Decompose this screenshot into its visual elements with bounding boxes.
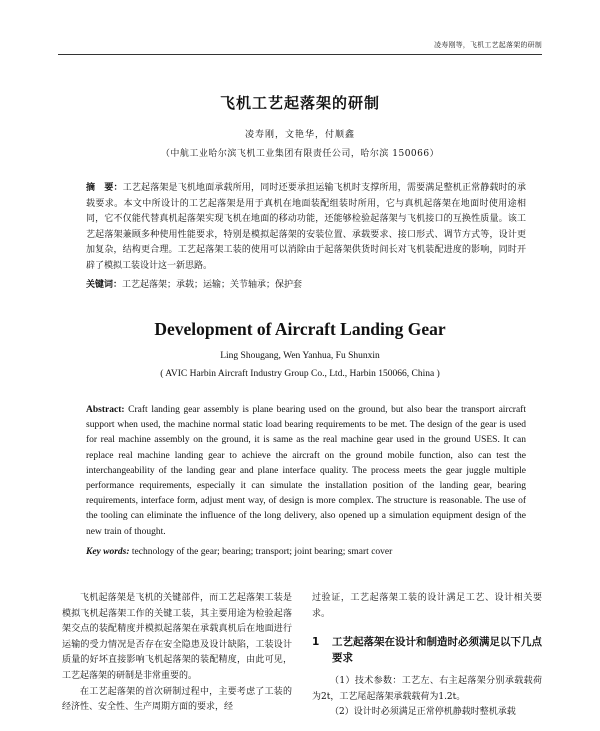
header-rule <box>58 54 542 55</box>
section-number: 1 <box>312 636 320 649</box>
english-abstract <box>86 403 526 540</box>
section-heading <box>312 634 542 666</box>
chinese-keywords-label: 关键词： <box>86 280 123 290</box>
section-title: 工艺起落架在设计和制造时必须满足以下几点要求 <box>332 636 542 665</box>
english-abstract-label: Abstract: <box>86 405 125 415</box>
body-paragraph-continued: 过验证，工艺起落架工装的设计满足工艺、设计相关要求。 <box>312 593 542 619</box>
chinese-keywords <box>86 278 526 293</box>
body-paragraph: （2）设计时必须满足正常停机静载时整机承载 <box>330 707 516 718</box>
chinese-title: 飞机工艺起落架的研制 <box>219 94 380 112</box>
english-abstract-text: Craft landing gear assembly is plane bearing used on the ground, but also bear the transport aircraft support when used, the machine normal static load bearing requirements to be met. The design of the gear is used for real machine assembly on the ground, it is same as the real machine gear used in the ground USES. It can replace real machine landing gear to achieve the aircraft on the ground mobile function, also can test the interchangeability of the landing gear and plane interface quality. The process meets the gear juggle multiple performance requirements, especially it can simulate the installation position of the landing gear, bearing requirements, interface form, adjust ment way, of design is more complex. The structure is reasonable. The use of the tooling can eliminate the influence of the long delivery, also opened up a simulation equipment design of the new train of thought. <box>86 405 526 537</box>
english-title: Development of Aircraft Landing Gear <box>154 319 446 339</box>
english-keywords-text: technology of the gear; bearing; transport; joint bearing; smart cover <box>129 547 393 557</box>
chinese-abstract-label: 摘 要： <box>86 183 123 193</box>
body-paragraph: 飞机起落架是飞机的关键部件，而工艺起落架工装是模拟飞机起落架工作的关键工装，其主要用途为检验起落架交点的装配精度并模拟起落架在承载真机后在地面进行运输的受力情况是否存在安全隐患及设计缺陷，工装设计质量的好坏直接影响飞机起落架的装配精度，由此可见，工艺起落架的研制是非常重要的。 <box>62 593 292 681</box>
body-left-column <box>62 591 292 716</box>
body-paragraph: 在工艺起落架的首次研制过程中，主要考虑了工装的经济性、安全性、生产周期方面的要求，经 <box>62 686 292 713</box>
chinese-authors: 凌寿刚，文艳华，付顺鑫 <box>244 130 355 140</box>
english-keywords-label: Key words: <box>86 547 130 557</box>
chinese-abstract-text: 工艺起落架是飞机地面承载所用，同时还要承担运输飞机时支撑所用，需要满足整机正常静载时的承载要求。本文中所设计的工艺起落架是用于真机在地面装配组装时所用，它与真机起落架在地面时使用途相同，它不仅能代替真机起落架实现飞机在地面的移动功能，还能够检验起落架与飞机接口的互换性质量。该工艺起落架兼顾多种使用性能要求，特别是模拟起落架的安装位置、承载要求、接口形式、调节方式等，设计更加复杂，结构更合理。工艺起落架工装的使用可以消除由于起落架供货时间长对飞机装配进度的影响，同时开辟了模拟工装设计这一新思路。 <box>86 183 526 271</box>
chinese-affiliation: （中航工业哈尔滨飞机工业集团有限责任公司，哈尔滨 150066） <box>160 149 440 159</box>
running-head: 凌寿刚等，飞机工艺起落架的研制 <box>434 41 542 49</box>
english-affiliation: ( AVIC Harbin Aircraft Industry Group Co., Ltd., Harbin 150066, China ) <box>160 369 440 379</box>
body-right-column <box>312 591 542 721</box>
body-paragraph: （1）技术参数：工艺左、右主起落架分别承载载荷为2t，工艺尾起落架承载载荷为1.2t。 <box>312 676 542 702</box>
english-keywords <box>86 545 526 560</box>
chinese-keywords-text: 工艺起落架；承载；运输；关节轴承；保护套 <box>122 280 303 290</box>
english-authors: Ling Shougang, Wen Yanhua, Fu Shunxin <box>220 351 380 361</box>
chinese-abstract <box>86 181 526 274</box>
